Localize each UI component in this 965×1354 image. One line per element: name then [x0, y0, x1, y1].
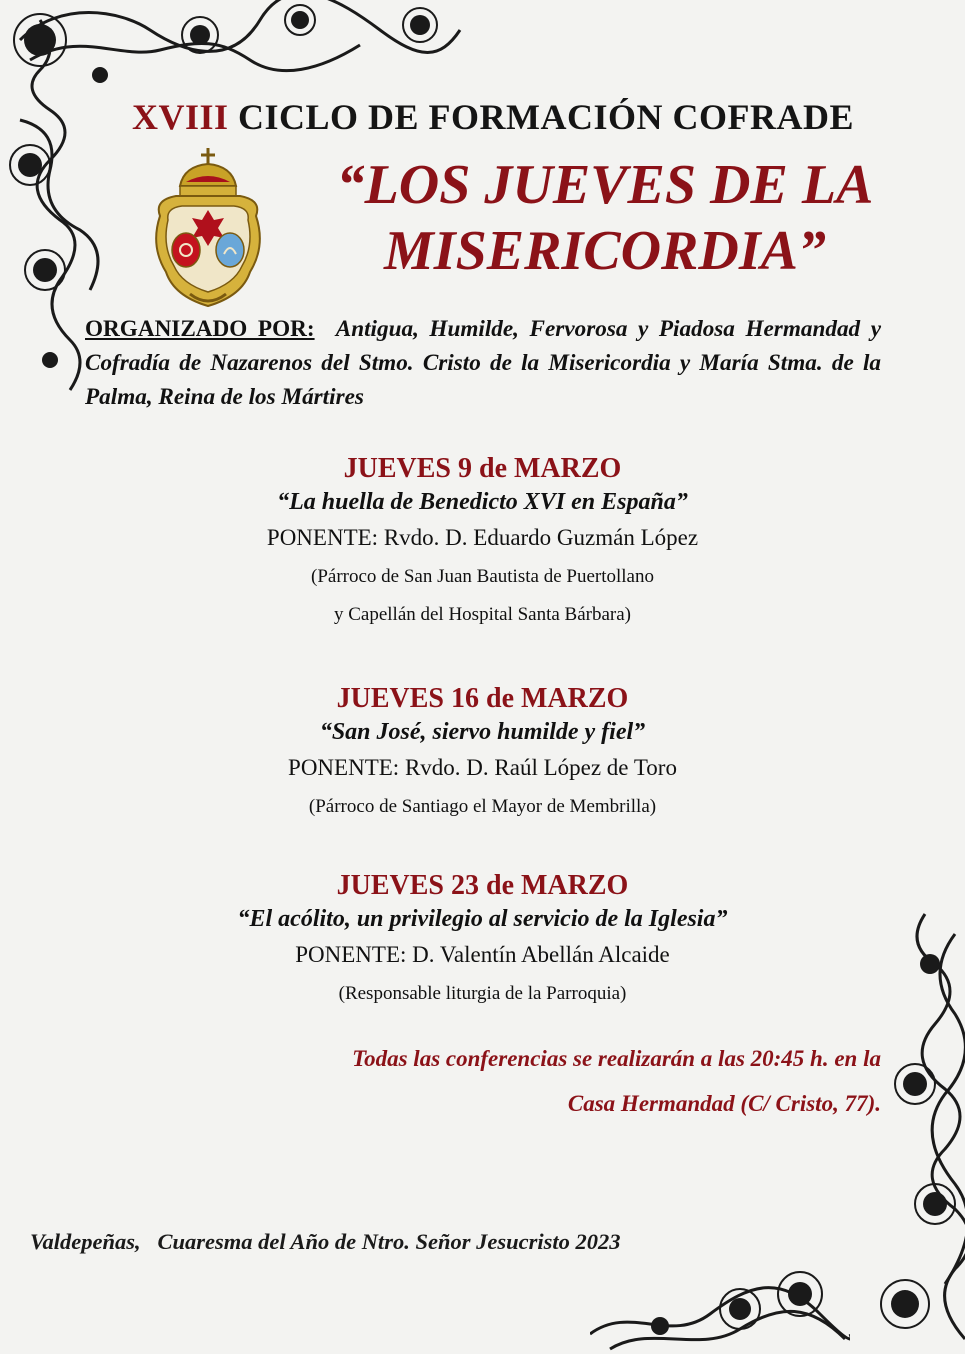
organizer-text: Antigua, Humilde, Fervorosa y Piadosa Hermandad y Cofradía de Nazarenos del Stmo. Cristo de la Misericordia y María Stma. de la Palma, Reina de los Mártires	[85, 316, 882, 410]
venue-notice-line-2: Casa Hermandad (C/ Cristo, 77).	[567, 1091, 881, 1116]
organizer-label: ORGANIZADO POR:	[85, 316, 315, 342]
event-2	[60, 682, 905, 826]
event-speaker: PONENTE: Rvdo. D. Eduardo Guzmán López	[266, 525, 699, 550]
event-date: JUEVES 23 de MARZO	[336, 870, 629, 901]
main-title	[300, 152, 910, 284]
cycle-title: CICLO DE FORMACIÓN COFRADE	[238, 97, 855, 137]
venue-notice	[161, 1036, 881, 1126]
signoff: Valdepeñas, Cuaresma del Año de Ntro. Señor Jesucristo 2023	[30, 1229, 621, 1254]
brotherhood-crest	[146, 146, 270, 312]
event-speaker-note: y Capellán del Hospital Santa Bárbara)	[333, 604, 632, 625]
event-speaker-note: (Párroco de San Juan Bautista de Puertollano	[311, 566, 654, 587]
event-speaker: PONENTE: D. Valentín Abellán Alcaide	[295, 942, 670, 967]
main-title-line-2: MISERICORDIA”	[384, 220, 826, 282]
event-date: JUEVES 9 de MARZO	[343, 453, 622, 484]
event-speaker-note: (Párroco de Santiago el Mayor de Membrilla)	[308, 796, 657, 817]
venue-notice-line-1: Todas las conferencias se realizarán a las 20:45 h. en la	[352, 1046, 881, 1071]
event-1	[60, 452, 905, 634]
cycle-number: XVIII	[132, 97, 229, 137]
event-talk-title: “San José, siervo humilde y fiel”	[319, 719, 646, 745]
event-talk-title: “El acólito, un privilegio al servicio de la Iglesia”	[237, 906, 728, 932]
event-speaker: PONENTE: Rvdo. D. Raúl López de Toro	[288, 755, 677, 780]
event-speaker-note: (Responsable liturgia de la Parroquia)	[338, 983, 627, 1004]
cycle-heading	[132, 96, 942, 138]
event-3	[60, 869, 905, 1013]
event-talk-title: “La huella de Benedicto XVI en España”	[277, 489, 688, 515]
event-date: JUEVES 16 de MARZO	[336, 683, 629, 714]
main-title-line-1: “LOS JUEVES DE LA	[336, 154, 874, 216]
organizer-block	[85, 312, 881, 414]
